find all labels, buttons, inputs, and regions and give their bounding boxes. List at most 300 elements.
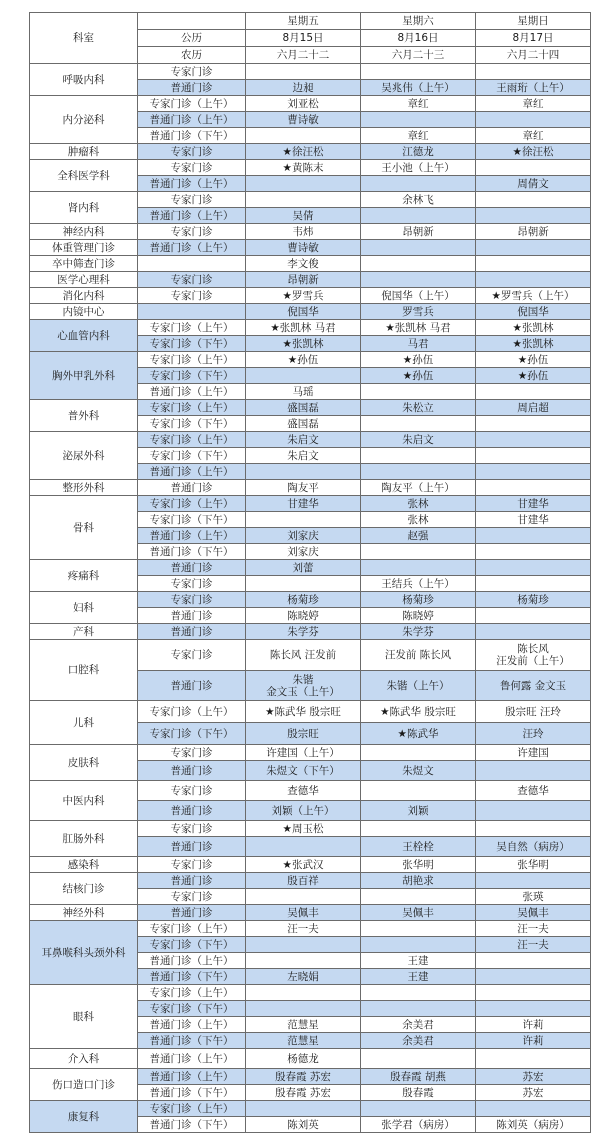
table-row <box>30 240 591 256</box>
doctor-sun <box>476 544 591 560</box>
doctor-sun: 陈刘英（病房） <box>476 1117 591 1133</box>
doctor-sun: ★孙伍 <box>476 352 591 368</box>
clinic-type: 普通门诊（上午） <box>138 176 246 192</box>
clinic-type: 专家门诊（上午） <box>138 432 246 448</box>
clinic-type: 专家门诊 <box>138 160 246 176</box>
clinic-type: 专家门诊 <box>138 288 246 304</box>
doctor-sat <box>361 560 476 576</box>
doctor-fri: ★张武汉 <box>246 857 361 873</box>
doctor-fri: 殷宗旺 <box>246 723 361 745</box>
doctor-sun: ★徐汪松 <box>476 144 591 160</box>
doctor-sun <box>476 761 591 781</box>
doctor-fri <box>246 576 361 592</box>
clinic-type: 普通门诊 <box>138 761 246 781</box>
doctor-sun <box>476 953 591 969</box>
doctor-sat: ★孙伍 <box>361 352 476 368</box>
clinic-type: 普通门诊（下午） <box>138 128 246 144</box>
department-name: 伤口造口门诊 <box>30 1069 138 1101</box>
department-name: 体重管理门诊 <box>30 240 138 256</box>
doctor-fri <box>246 64 361 80</box>
doctor-sat: 朱锴（上午） <box>361 671 476 701</box>
doctor-fri: 吴倩 <box>246 208 361 224</box>
department-name: 普外科 <box>30 400 138 432</box>
clinic-type: 普通门诊 <box>138 905 246 921</box>
doctor-sun: 汪玲 <box>476 723 591 745</box>
doctor-fri: ★罗雪兵 <box>246 288 361 304</box>
doctor-sat <box>361 64 476 80</box>
clinic-type: 专家门诊（下午） <box>138 723 246 745</box>
doctor-sat: 余美君 <box>361 1017 476 1033</box>
doctor-sun <box>476 464 591 480</box>
clinic-type: 普通门诊（上午） <box>138 464 246 480</box>
clinic-type: 专家门诊 <box>138 272 246 288</box>
doctor-sun <box>476 873 591 889</box>
doctor-sat: 罗雪兵 <box>361 304 476 320</box>
table-row <box>30 352 591 368</box>
doctor-sun: ★张凯林 <box>476 336 591 352</box>
doctor-sat: 王结兵（上午） <box>361 576 476 592</box>
doctor-fri: 杨德龙 <box>246 1049 361 1069</box>
doctor-sun: 周倩文 <box>476 176 591 192</box>
doctor-fri: 朱启文 <box>246 448 361 464</box>
doctor-sun <box>476 1049 591 1069</box>
department-name: 儿科 <box>30 701 138 745</box>
doctor-sat: 殷春霞 胡燕 <box>361 1069 476 1085</box>
doctor-fri: 朱锴 金文玉（上午） <box>246 671 361 701</box>
doctor-sun <box>476 1101 591 1117</box>
clinic-type: 专家门诊 <box>138 224 246 240</box>
doctor-fri <box>246 368 361 384</box>
department-name: 耳鼻喉科头颈外科 <box>30 921 138 985</box>
table-row <box>30 192 591 208</box>
department-name: 内分泌科 <box>30 96 138 144</box>
doctor-fri <box>246 937 361 953</box>
clinic-type: 普通门诊 <box>138 671 246 701</box>
doctor-sat <box>361 112 476 128</box>
doctor-fri: 刘家庆 <box>246 528 361 544</box>
department-name: 消化内科 <box>30 288 138 304</box>
doctor-fri: 范慧星 <box>246 1033 361 1049</box>
doctor-sat: 朱松立 <box>361 400 476 416</box>
table-row <box>30 288 591 304</box>
clinic-type: 专家门诊 <box>138 745 246 761</box>
doctor-fri: 盛国磊 <box>246 416 361 432</box>
doctor-sun <box>476 192 591 208</box>
doctor-sun <box>476 480 591 496</box>
doctor-sat: 朱启文 <box>361 432 476 448</box>
department-name: 呼吸内科 <box>30 64 138 96</box>
header-dept: 科室 <box>30 13 138 64</box>
doctor-fri <box>246 1101 361 1117</box>
doctor-fri: 曹诗敏 <box>246 112 361 128</box>
doctor-sat <box>361 384 476 400</box>
doctor-sat: 陶友平（上午） <box>361 480 476 496</box>
doctor-fri <box>246 953 361 969</box>
doctor-sat: 余美君 <box>361 1033 476 1049</box>
clinic-type: 专家门诊 <box>138 144 246 160</box>
table-row <box>30 1101 591 1117</box>
clinic-type: 专家门诊（下午） <box>138 937 246 953</box>
doctor-fri <box>246 128 361 144</box>
clinic-type: 专家门诊（上午） <box>138 352 246 368</box>
doctor-fri: ★张凯林 马君 <box>246 320 361 336</box>
doctor-sat: 昂朝新 <box>361 224 476 240</box>
doctor-fri: 陶友平 <box>246 480 361 496</box>
doctor-fri <box>246 889 361 905</box>
doctor-sun: 吴自然（病房） <box>476 837 591 857</box>
doctor-fri: 陈晓婷 <box>246 608 361 624</box>
department-name: 皮肤科 <box>30 745 138 781</box>
table-row <box>30 781 591 801</box>
clinic-type: 专家门诊 <box>138 889 246 905</box>
doctor-sun <box>476 160 591 176</box>
schedule-sheet <box>29 12 590 1133</box>
doctor-sun <box>476 64 591 80</box>
doctor-fri: 朱启文 <box>246 432 361 448</box>
doctor-fri: 昂朝新 <box>246 272 361 288</box>
doctor-sun: 倪国华 <box>476 304 591 320</box>
table-row <box>30 857 591 873</box>
table-row <box>30 592 591 608</box>
doctor-fri: 杨菊珍 <box>246 592 361 608</box>
doctor-fri <box>246 192 361 208</box>
doctor-sun <box>476 969 591 985</box>
clinic-type: 专家门诊（上午） <box>138 701 246 723</box>
doctor-sun <box>476 801 591 821</box>
doctor-fri: 左晓娟 <box>246 969 361 985</box>
clinic-type: 普通门诊 <box>138 801 246 821</box>
doctor-fri: 吴佩丰 <box>246 905 361 921</box>
doctor-sat <box>361 745 476 761</box>
doctor-sun <box>476 560 591 576</box>
doctor-fri: 甘建华 <box>246 496 361 512</box>
table-row <box>30 1069 591 1085</box>
doctor-fri: 刘蕾 <box>246 560 361 576</box>
schedule-table <box>29 12 591 1133</box>
clinic-type: 普通门诊（上午） <box>138 1049 246 1069</box>
department-name: 胸外甲乳外科 <box>30 352 138 400</box>
doctor-sun <box>476 528 591 544</box>
table-row <box>30 905 591 921</box>
gregorian-fri: 8月15日 <box>246 30 361 47</box>
table-row <box>30 432 591 448</box>
clinic-type: 专家门诊 <box>138 192 246 208</box>
clinic-type: 普通门诊（上午） <box>138 528 246 544</box>
doctor-sun: 甘建华 <box>476 496 591 512</box>
table-row <box>30 256 591 272</box>
doctor-fri: 朱学芬 <box>246 624 361 640</box>
doctor-sun: ★罗雪兵（上午） <box>476 288 591 304</box>
department-name: 神经内科 <box>30 224 138 240</box>
table-row <box>30 272 591 288</box>
clinic-type: 普通门诊 <box>138 608 246 624</box>
table-row <box>30 921 591 937</box>
doctor-fri: ★周玉松 <box>246 821 361 837</box>
doctor-sun: ★孙伍 <box>476 368 591 384</box>
clinic-type: 专家门诊（下午） <box>138 416 246 432</box>
clinic-type: 专家门诊（上午） <box>138 985 246 1001</box>
doctor-sat: ★孙伍 <box>361 368 476 384</box>
lunar-fri: 六月二十二 <box>246 47 361 64</box>
doctor-sun: 杨菊珍 <box>476 592 591 608</box>
doctor-fri: 查德华 <box>246 781 361 801</box>
doctor-sat <box>361 208 476 224</box>
clinic-type: 普通门诊 <box>138 873 246 889</box>
doctor-sat: 余林飞 <box>361 192 476 208</box>
doctor-sun: 张华明 <box>476 857 591 873</box>
doctor-sun <box>476 576 591 592</box>
table-row <box>30 64 591 80</box>
doctor-sun: 昂朝新 <box>476 224 591 240</box>
doctor-fri: 陈刘英 <box>246 1117 361 1133</box>
doctor-sat <box>361 464 476 480</box>
doctor-sat <box>361 448 476 464</box>
table-row <box>30 624 591 640</box>
doctor-sat <box>361 921 476 937</box>
clinic-type: 普通门诊（上午） <box>138 240 246 256</box>
doctor-fri: 殷春霞 苏宏 <box>246 1085 361 1101</box>
department-name: 骨科 <box>30 496 138 560</box>
header-gregorian-label: 公历 <box>138 30 246 47</box>
doctor-fri: 刘家庆 <box>246 544 361 560</box>
table-row <box>30 224 591 240</box>
doctor-sat <box>361 1049 476 1069</box>
doctor-sun: 许建国 <box>476 745 591 761</box>
clinic-type <box>138 304 246 320</box>
table-row <box>30 480 591 496</box>
doctor-fri: ★张凯林 <box>246 336 361 352</box>
department-name: 中医内科 <box>30 781 138 821</box>
doctor-sat: 马君 <box>361 336 476 352</box>
doctor-sun <box>476 112 591 128</box>
department-name: 介入科 <box>30 1049 138 1069</box>
doctor-sun: 王雨珩（上午） <box>476 80 591 96</box>
doctor-sun: 苏宏 <box>476 1069 591 1085</box>
clinic-type: 普通门诊 <box>138 837 246 857</box>
doctor-sat <box>361 1001 476 1017</box>
clinic-type: 专家门诊（下午） <box>138 336 246 352</box>
doctor-fri: 边昶 <box>246 80 361 96</box>
table-row <box>30 640 591 671</box>
doctor-sat <box>361 176 476 192</box>
doctor-fri <box>246 464 361 480</box>
doctor-sat <box>361 985 476 1001</box>
doctor-sat: 吴兆伟（上午） <box>361 80 476 96</box>
clinic-type: 专家门诊（下午） <box>138 1001 246 1017</box>
doctor-sat: 王建 <box>361 953 476 969</box>
doctor-fri: 盛国磊 <box>246 400 361 416</box>
doctor-sun <box>476 432 591 448</box>
doctor-sat: 王建 <box>361 969 476 985</box>
doctor-fri: 陈长风 汪发前 <box>246 640 361 671</box>
doctor-sat: 胡艳求 <box>361 873 476 889</box>
doctor-sun <box>476 256 591 272</box>
doctor-sat: 张林 <box>361 512 476 528</box>
clinic-type: 专家门诊（上午） <box>138 400 246 416</box>
department-name: 医学心理科 <box>30 272 138 288</box>
clinic-type: 专家门诊（上午） <box>138 1101 246 1117</box>
doctor-fri <box>246 176 361 192</box>
doctor-sat <box>361 544 476 560</box>
doctor-sun: ★张凯林 <box>476 320 591 336</box>
doctor-fri: 许建国（上午） <box>246 745 361 761</box>
doctor-sun: 查德华 <box>476 781 591 801</box>
doctor-fri: ★陈武华 殷宗旺 <box>246 701 361 723</box>
lunar-sat: 六月二十三 <box>361 47 476 64</box>
doctor-fri: 殷春霞 苏宏 <box>246 1069 361 1085</box>
clinic-type: 普通门诊 <box>138 624 246 640</box>
doctor-fri: 倪国华 <box>246 304 361 320</box>
department-name: 肿瘤科 <box>30 144 138 160</box>
doctor-sun: 鲁何露 金文玉 <box>476 671 591 701</box>
doctor-sat <box>361 256 476 272</box>
doctor-fri: 韦炜 <box>246 224 361 240</box>
department-name: 内镜中心 <box>30 304 138 320</box>
doctor-sat <box>361 416 476 432</box>
clinic-type: 普通门诊（下午） <box>138 544 246 560</box>
doctor-sat: 汪发前 陈长风 <box>361 640 476 671</box>
department-name: 肛肠外科 <box>30 821 138 857</box>
doctor-sun: 章红 <box>476 96 591 112</box>
clinic-type: 专家门诊 <box>138 64 246 80</box>
weekday-sun: 星期日 <box>476 13 591 30</box>
doctor-fri: 殷百祥 <box>246 873 361 889</box>
doctor-sun <box>476 448 591 464</box>
doctor-sun: 吴佩丰 <box>476 905 591 921</box>
doctor-sat <box>361 272 476 288</box>
header-lunar-label: 农历 <box>138 47 246 64</box>
table-row <box>30 96 591 112</box>
doctor-sun: 陈长风 汪发前（上午） <box>476 640 591 671</box>
department-name: 整形外科 <box>30 480 138 496</box>
department-name: 眼科 <box>30 985 138 1049</box>
doctor-sun <box>476 821 591 837</box>
department-name: 口腔科 <box>30 640 138 701</box>
doctor-sun <box>476 416 591 432</box>
department-name: 肾内科 <box>30 192 138 224</box>
doctor-fri: ★徐汪松 <box>246 144 361 160</box>
clinic-type: 专家门诊（下午） <box>138 368 246 384</box>
table-row <box>30 1049 591 1069</box>
clinic-type <box>138 256 246 272</box>
table-row <box>30 873 591 889</box>
doctor-sat: 陈晓婷 <box>361 608 476 624</box>
department-name: 全科医学科 <box>30 160 138 192</box>
clinic-type: 专家门诊 <box>138 821 246 837</box>
doctor-sat: 刘颖 <box>361 801 476 821</box>
department-name: 结核门诊 <box>30 873 138 905</box>
doctor-sun: 许莉 <box>476 1033 591 1049</box>
table-row <box>30 701 591 723</box>
doctor-sun: 许莉 <box>476 1017 591 1033</box>
doctor-sun: 汪一夫 <box>476 921 591 937</box>
doctor-sat: 王小池（上午） <box>361 160 476 176</box>
doctor-sun <box>476 1001 591 1017</box>
clinic-type: 普通门诊 <box>138 560 246 576</box>
clinic-type: 专家门诊 <box>138 857 246 873</box>
doctor-fri <box>246 837 361 857</box>
doctor-fri: ★孙伍 <box>246 352 361 368</box>
table-row <box>30 320 591 336</box>
department-name: 感染科 <box>30 857 138 873</box>
doctor-sat: 章红 <box>361 128 476 144</box>
doctor-sun <box>476 608 591 624</box>
department-name: 卒中筛查门诊 <box>30 256 138 272</box>
clinic-type: 普通门诊（上午） <box>138 384 246 400</box>
clinic-type: 普通门诊（上午） <box>138 1017 246 1033</box>
doctor-fri <box>246 985 361 1001</box>
lunar-sun: 六月二十四 <box>476 47 591 64</box>
doctor-sat: ★陈武华 殷宗旺 <box>361 701 476 723</box>
doctor-sat: 朱学芬 <box>361 624 476 640</box>
clinic-type: 普通门诊（下午） <box>138 969 246 985</box>
clinic-type: 专家门诊（上午） <box>138 496 246 512</box>
table-row <box>30 496 591 512</box>
clinic-type: 普通门诊（下午） <box>138 1033 246 1049</box>
clinic-type: 专家门诊（上午） <box>138 320 246 336</box>
doctor-fri: 李文俊 <box>246 256 361 272</box>
table-row <box>30 745 591 761</box>
doctor-sat: 张学君（病房） <box>361 1117 476 1133</box>
doctor-fri <box>246 1001 361 1017</box>
doctor-sun <box>476 240 591 256</box>
clinic-type: 普通门诊 <box>138 480 246 496</box>
doctor-fri: 曹诗敏 <box>246 240 361 256</box>
department-name: 产科 <box>30 624 138 640</box>
doctor-sat: 赵强 <box>361 528 476 544</box>
table-row <box>30 985 591 1001</box>
gregorian-sun: 8月17日 <box>476 30 591 47</box>
header-blank <box>138 13 246 30</box>
doctor-sat: 张华明 <box>361 857 476 873</box>
doctor-sun <box>476 985 591 1001</box>
doctor-sun: 甘建华 <box>476 512 591 528</box>
doctor-sat: 江德龙 <box>361 144 476 160</box>
doctor-sat: ★陈武华 <box>361 723 476 745</box>
department-name: 妇科 <box>30 592 138 624</box>
clinic-type: 专家门诊（上午） <box>138 96 246 112</box>
doctor-fri: 汪一夫 <box>246 921 361 937</box>
doctor-sun <box>476 624 591 640</box>
doctor-sun: 苏宏 <box>476 1085 591 1101</box>
clinic-type: 专家门诊（下午） <box>138 448 246 464</box>
clinic-type: 普通门诊（下午） <box>138 1117 246 1133</box>
doctor-sun <box>476 272 591 288</box>
doctor-sat <box>361 889 476 905</box>
header-row-weekday <box>30 13 591 30</box>
doctor-sun: 殷宗旺 汪玲 <box>476 701 591 723</box>
doctor-sun: 章红 <box>476 128 591 144</box>
table-row <box>30 144 591 160</box>
doctor-sun: 张瑛 <box>476 889 591 905</box>
table-row <box>30 821 591 837</box>
doctor-sat: 王栓栓 <box>361 837 476 857</box>
table-row <box>30 304 591 320</box>
clinic-type: 普通门诊（下午） <box>138 1085 246 1101</box>
weekday-sat: 星期六 <box>361 13 476 30</box>
doctor-sat <box>361 821 476 837</box>
doctor-sat: 朱煜文 <box>361 761 476 781</box>
doctor-fri: ★黄陈末 <box>246 160 361 176</box>
clinic-type: 专家门诊 <box>138 576 246 592</box>
clinic-type: 普通门诊（上午） <box>138 208 246 224</box>
clinic-type: 专家门诊 <box>138 781 246 801</box>
doctor-fri: 朱煜文（下午） <box>246 761 361 781</box>
department-name: 心血管内科 <box>30 320 138 352</box>
doctor-sat: 张林 <box>361 496 476 512</box>
doctor-sat <box>361 240 476 256</box>
doctor-sun: 周启超 <box>476 400 591 416</box>
